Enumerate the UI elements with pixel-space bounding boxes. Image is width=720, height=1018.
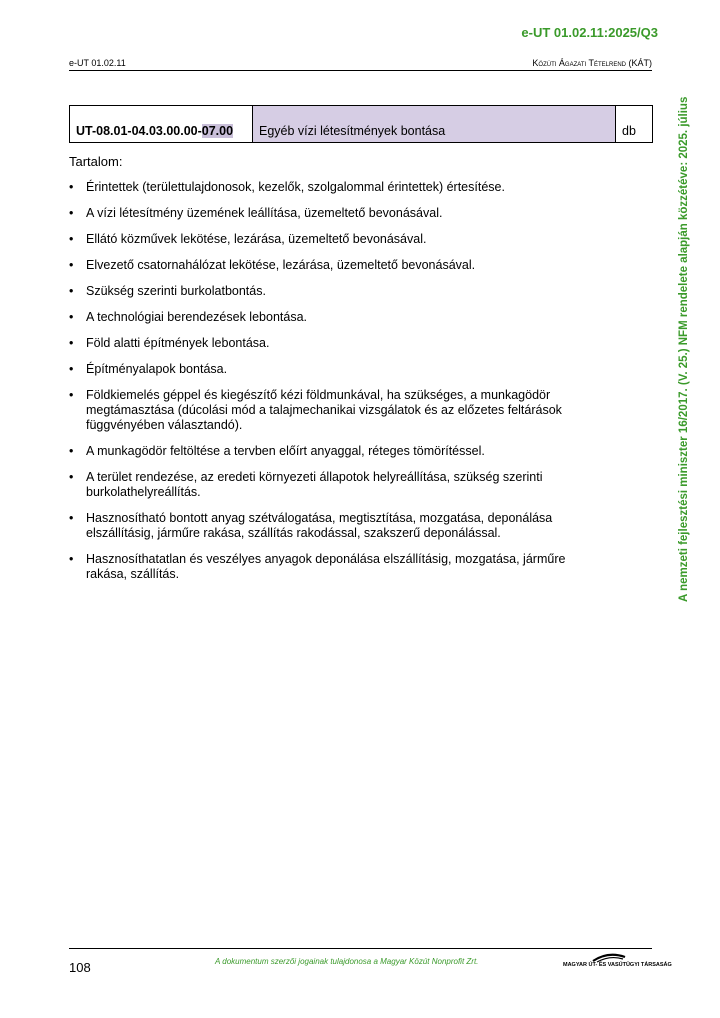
list-item: • Föld alatti építmények lebontása. [69, 336, 609, 351]
item-table [69, 105, 653, 143]
list-item: • A terület rendezése, az eredeti környezeti állapotok helyreállítása, szükség szerinti burkolathelyreállítás. [69, 470, 609, 500]
content-list [69, 180, 609, 593]
item-code-main: UT-08.01-04.03.00.00- [76, 124, 202, 138]
list-item: • Ellátó közművek lekötése, lezárása, üzemeltető bevonásával. [69, 232, 609, 247]
header-right: Közúti Ágazati Tételrend (KÁT) [532, 58, 652, 68]
item-row [70, 106, 653, 143]
list-item: • Szükség szerinti burkolatbontás. [69, 284, 609, 299]
item-code [70, 106, 253, 143]
list-item: • A technológiai berendezések lebontása. [69, 310, 609, 325]
item-name: Egyéb vízi létesítmények bontása [253, 106, 616, 143]
item-unit: db [616, 106, 653, 143]
header-divider [69, 70, 652, 71]
content-label: Tartalom: [69, 154, 123, 169]
item-code-suffix: 07.00 [201, 124, 234, 138]
header-left: e-UT 01.02.11 [69, 58, 126, 68]
list-item: • Építményalapok bontása. [69, 362, 609, 377]
page-number: 108 [69, 960, 91, 975]
company-logo-icon [563, 949, 655, 973]
list-item: • Hasznosítható bontott anyag szétválogatása, megtisztítása, mozgatása, deponálása elszállításig, járműre rakása, szállítás rakodással, szakszerű deponálással. [69, 511, 609, 541]
list-item: • Földkiemelés géppel és kiegészítő kézi földmunkával, ha szükséges, a munkagödör megtámasztása (dúcolási mód a talajmechanikai vizsgálatok és az előzetes feltárások függvényében választandó). [69, 388, 609, 433]
company-logo-text: MAGYAR ÚT- ÉS VASÚTÜGYI TÁRSASÁG [563, 962, 672, 968]
list-item: • A vízi létesítmény üzemének leállítása, üzemeltető bevonásával. [69, 206, 609, 221]
document-code: e-UT 01.02.11:2025/Q3 [521, 25, 658, 40]
list-item: • Érintettek (területtulajdonosok, kezelők, szolgalommal érintettek) értesítése. [69, 180, 609, 195]
side-publication-note: A nemzeti fejlesztési miniszter 16/2017. (V. 25.) NFM rendelete alapján közzétéve: 2025. július [678, 97, 690, 603]
list-item: • Hasznosíthatatlan és veszélyes anyagok deponálása elszállításig, mozgatása, járműre rakása, szállítás. [69, 552, 609, 582]
list-item: • Elvezető csatornahálózat lekötése, lezárása, üzemeltető bevonásával. [69, 258, 609, 273]
list-item: • A munkagödör feltöltése a tervben előírt anyaggal, réteges tömörítéssel. [69, 444, 609, 459]
copyright-notice: A dokumentum szerzői jogainak tulajdonosa a Magyar Közút Nonprofit Zrt. [215, 957, 479, 966]
